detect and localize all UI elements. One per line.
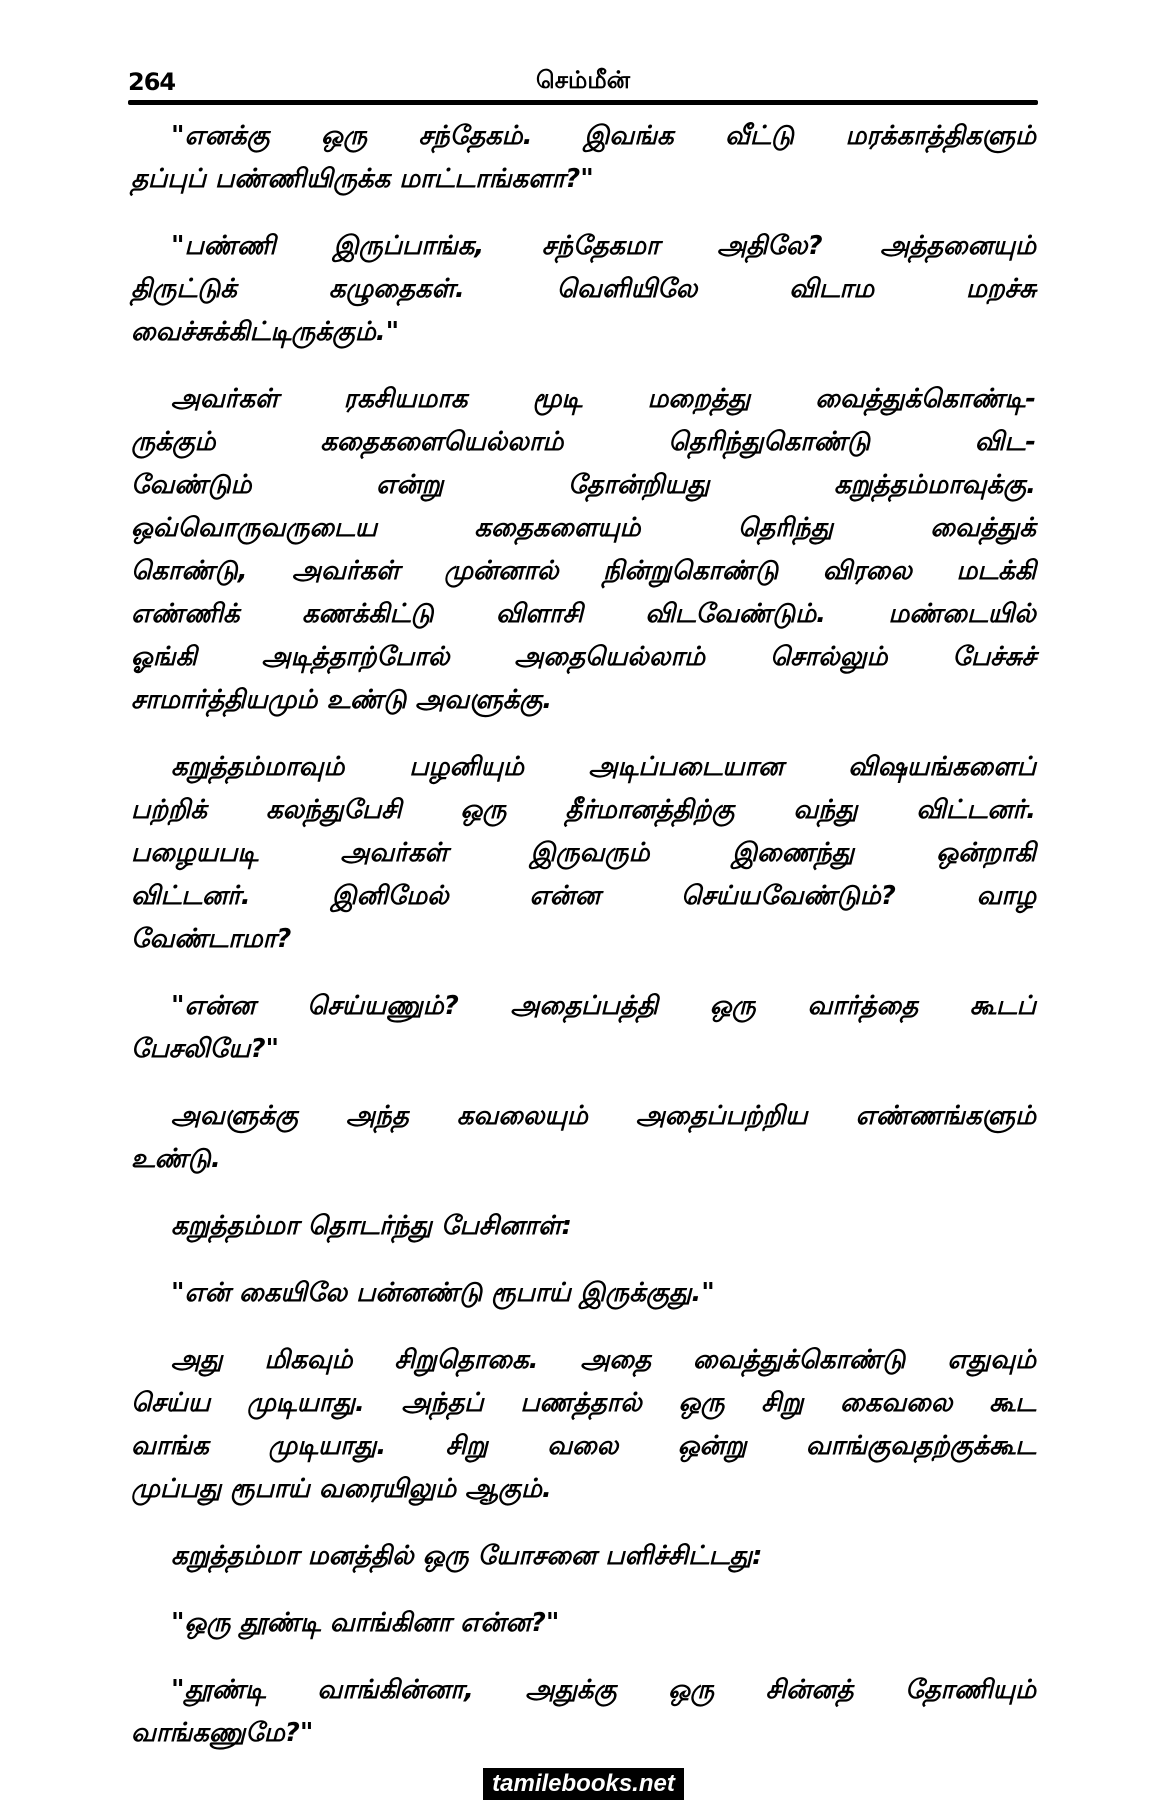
text-line: வாங்கணுமே?" [131, 1718, 314, 1748]
text-line: செய்ய முடியாது. அந்தப் பணத்தால் ஒரு சிறு கைவலை கூட [131, 1388, 1036, 1418]
page-header [128, 66, 1038, 102]
text-line: "ஒரு தூண்டி வாங்கினா என்ன?" [171, 1608, 560, 1638]
text-line: கறுத்தம்மா தொடர்ந்து பேசினாள்: [171, 1211, 572, 1241]
text-line: வாங்க முடியாது. சிறு வலை ஒன்று வாங்குவதற்குக்கூட [131, 1431, 1036, 1461]
text-line: அவளுக்கு அந்த கவலையும் அதைப்பற்றிய எண்ணங்களும் [171, 1101, 1036, 1131]
page-body [131, 115, 1036, 1779]
paragraph [131, 1272, 1036, 1315]
text-line: "தூண்டி வாங்கின்னா, அதுக்கு ஒரு சின்னத் தோணியும் [171, 1675, 1036, 1705]
text-line: அது மிகவும் சிறுதொகை. அதை வைத்துக்கொண்டு எதுவும் [171, 1345, 1036, 1375]
text-line: "பண்ணி இருப்பாங்க, சந்தேகமா அதிலே? அத்தனையும் [171, 231, 1036, 261]
text-line: பற்றிக் கலந்துபேசி ஒரு தீர்மானத்திற்கு வந்து விட்டனர். [131, 795, 1036, 825]
paragraph [131, 985, 1036, 1071]
text-line: முப்பது ரூபாய் வரையிலும் ஆகும். [131, 1474, 552, 1504]
text-line: "என் கையிலே பன்னண்டு ரூபாய் இருக்குது." [171, 1278, 715, 1308]
paragraph [131, 115, 1036, 201]
paragraph [131, 746, 1036, 961]
text-line: வேண்டும் என்று தோன்றியது கறுத்தம்மாவுக்கு. [131, 470, 1036, 500]
text-line: எண்ணிக் கணக்கிட்டு விளாசி விடவேண்டும். மண்டையில் [131, 599, 1036, 629]
book-title: செம்மீன் [536, 66, 630, 94]
paragraph [131, 1602, 1036, 1645]
text-line: "என்ன செய்யணும்? அதைப்பத்தி ஒரு வார்த்தை கூடப் [171, 991, 1036, 1021]
text-line: அவர்கள் ரகசியமாக மூடி மறைத்து வைத்துக்கொண்டி- [171, 384, 1036, 414]
text-line: கறுத்தம்மா மனத்தில் ஒரு யோசனை பளிச்சிட்டது: [171, 1541, 763, 1571]
text-line: விட்டனர். இனிமேல் என்ன செய்யவேண்டும்? வாழ [131, 881, 1036, 911]
paragraph [131, 1535, 1036, 1578]
watermark: tamilebooks.net [483, 1768, 684, 1800]
text-line: பேசலியே?" [131, 1034, 280, 1064]
paragraph [131, 1339, 1036, 1511]
paragraph [131, 378, 1036, 722]
paragraph [131, 1669, 1036, 1755]
text-line: திருட்டுக் கழுதைகள். வெளியிலே விடாம மறச்சு [131, 274, 1036, 304]
text-line: பழையபடி அவர்கள் இருவரும் இணைந்து ஒன்றாகி [131, 838, 1036, 868]
text-line: சாமார்த்தியமும் உண்டு அவளுக்கு. [131, 685, 553, 715]
page-number: 264 [128, 68, 176, 96]
text-line: ஓங்கி அடித்தாற்போல் அதையெல்லாம் சொல்லும் பேச்சுச் [131, 642, 1036, 672]
text-line: கறுத்தம்மாவும் பழனியும் அடிப்படையான விஷயங்களைப் [171, 752, 1036, 782]
text-line: "எனக்கு ஒரு சந்தேகம். இவங்க வீட்டு மரக்காத்திகளும் [171, 121, 1036, 151]
text-line: உண்டு. [131, 1144, 221, 1174]
text-line: ருக்கும் கதைகளையெல்லாம் தெரிந்துகொண்டு விட- [131, 427, 1036, 457]
text-line: வேண்டாமா? [131, 924, 292, 954]
text-line: கொண்டு, அவர்கள் முன்னால் நின்றுகொண்டு விரலை மடக்கி [131, 556, 1036, 586]
header-rule [128, 100, 1038, 105]
paragraph [131, 1095, 1036, 1181]
paragraph [131, 225, 1036, 354]
text-line: தப்புப் பண்ணியிருக்க மாட்டாங்களா?" [131, 164, 594, 194]
paragraph [131, 1205, 1036, 1248]
text-line: ஒவ்வொருவருடைய கதைகளையும் தெரிந்து வைத்துக் [131, 513, 1036, 543]
text-line: வைச்சுக்கிட்டிருக்கும்." [131, 317, 400, 347]
